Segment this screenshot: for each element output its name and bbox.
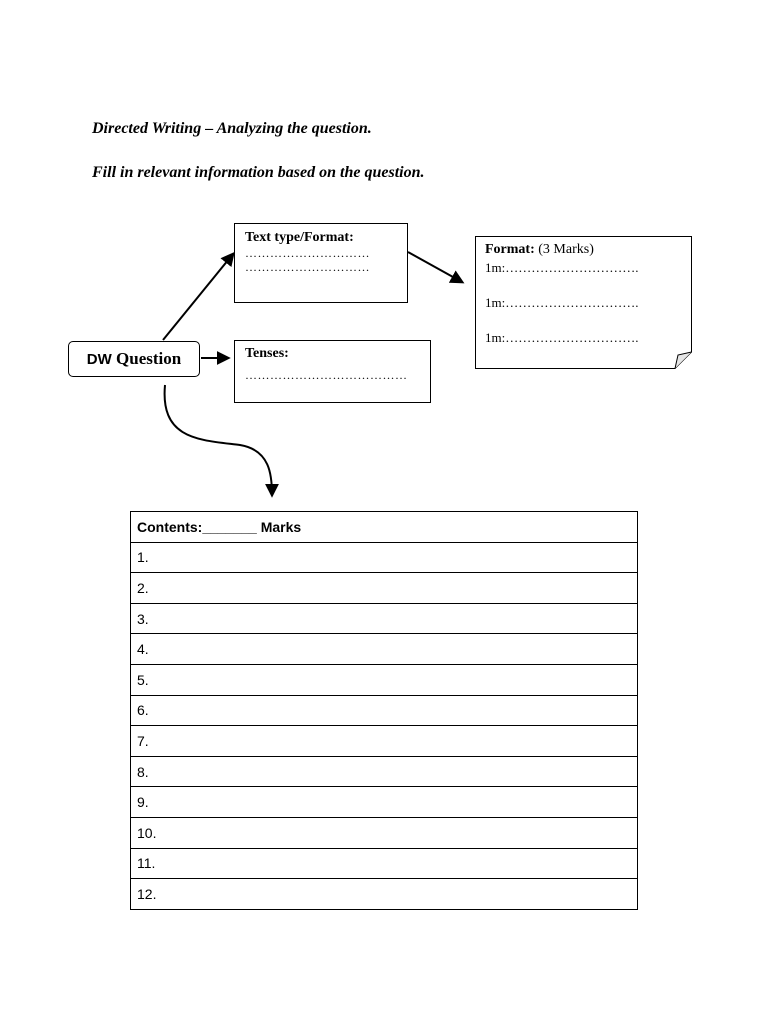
table-header-row	[131, 512, 638, 543]
table-row[interactable]	[131, 695, 638, 726]
arrow-to-text-type	[163, 254, 233, 340]
text-type-line-2[interactable]: …………………………	[245, 260, 370, 274]
content-row-6[interactable]: 6.	[131, 695, 638, 726]
dw-question-node	[68, 341, 200, 377]
content-row-3[interactable]: 3.	[131, 603, 638, 634]
table-row[interactable]	[131, 603, 638, 634]
dw-question-part-1: DW	[86, 350, 112, 368]
tenses-line-1[interactable]: …………………………………	[245, 368, 408, 382]
content-row-11[interactable]: 11.	[131, 848, 638, 879]
table-row[interactable]	[131, 664, 638, 695]
table-row[interactable]	[131, 573, 638, 604]
contents-table	[130, 511, 638, 910]
text-type-label: Text type/Format:	[245, 230, 354, 245]
table-row[interactable]	[131, 879, 638, 910]
content-row-10[interactable]: 10.	[131, 817, 638, 848]
tenses-label: Tenses:	[245, 346, 289, 361]
format-line-3[interactable]: 1m:………………………….	[485, 330, 639, 345]
tenses-box	[234, 340, 431, 403]
content-row-8[interactable]: 8.	[131, 756, 638, 787]
content-row-9[interactable]: 9.	[131, 787, 638, 818]
table-row[interactable]	[131, 756, 638, 787]
format-title: Format:	[485, 242, 535, 257]
format-marks: (3 Marks)	[534, 242, 594, 257]
content-row-12[interactable]: 12.	[131, 879, 638, 910]
table-row[interactable]	[131, 787, 638, 818]
worksheet-title: Directed Writing – Analyzing the question.	[92, 120, 372, 137]
table-row[interactable]	[131, 726, 638, 757]
format-line-1[interactable]: 1m:………………………….	[485, 260, 639, 275]
arrow-to-format	[408, 252, 462, 282]
table-row[interactable]	[131, 634, 638, 665]
table-row[interactable]	[131, 848, 638, 879]
content-row-4[interactable]: 4.	[131, 634, 638, 665]
table-row[interactable]	[131, 817, 638, 848]
text-type-line-1[interactable]: …………………………	[245, 246, 370, 260]
format-note	[475, 236, 692, 369]
content-row-7[interactable]: 7.	[131, 726, 638, 757]
dw-question-part-2: Question	[111, 349, 182, 368]
worksheet-instruction: Fill in relevant information based on the question.	[92, 164, 425, 181]
contents-header: Contents:_______ Marks	[131, 512, 638, 543]
content-row-5[interactable]: 5.	[131, 664, 638, 695]
format-line-2[interactable]: 1m:………………………….	[485, 295, 639, 310]
text-type-box	[234, 223, 408, 303]
table-row[interactable]	[131, 542, 638, 573]
content-row-2[interactable]: 2.	[131, 573, 638, 604]
content-row-1[interactable]: 1.	[131, 542, 638, 573]
